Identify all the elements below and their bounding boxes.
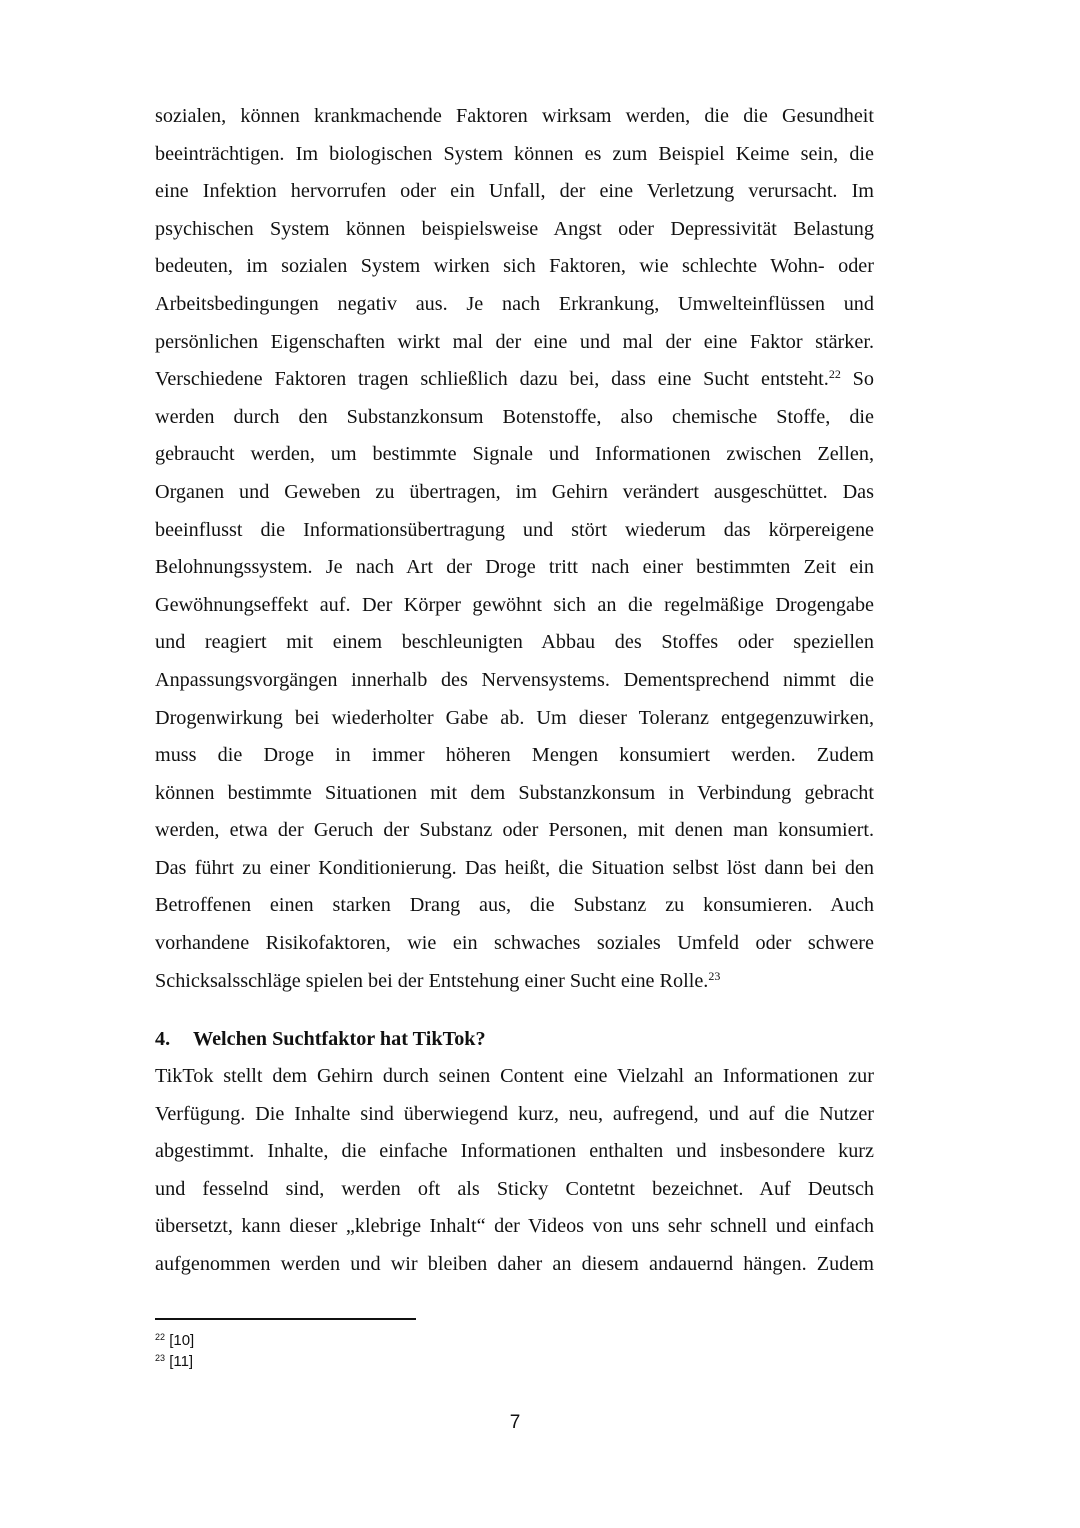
- text-line: abgestimmt. Inhalte, die einfache Informationen enthalten und insbesondere kurz: [155, 1140, 874, 1163]
- footnote-text: [11]: [169, 1353, 194, 1370]
- paragraph-tiktok: [155, 1058, 874, 1284]
- text-line: und fesselnd sind, werden oft als Sticky Contetnt bezeichnet. Auf Deutsch: [155, 1177, 874, 1200]
- text-line: Arbeitsbedingungen negativ aus. Je nach Erkrankung, Umwelteinflüssen und: [155, 292, 874, 315]
- text-line: Verfügung. Die Inhalte sind überwiegend kurz, neu, aufregend, und auf die Nutzer: [155, 1102, 874, 1125]
- text-line: [155, 963, 874, 1001]
- text-line: können bestimmte Situationen mit dem Substanzkonsum in Verbindung gebracht: [155, 781, 874, 804]
- footnote-ref-23[interactable]: 23: [708, 968, 721, 983]
- text-line: persönlichen Eigenschaften wirkt mal der eine und mal der eine Faktor stärker.: [155, 330, 874, 353]
- text-segment: Schicksalsschläge spielen bei der Entstehung einer Sucht eine Rolle.: [155, 969, 709, 992]
- text-line: aufgenommen werden und wir bleiben daher an diesem andauernd hängen. Zudem: [155, 1252, 874, 1275]
- text-segment: So: [852, 368, 874, 391]
- text-line: TikTok stellt dem Gehirn durch seinen Content eine Vielzahl an Informationen zur: [155, 1065, 874, 1087]
- text-line: werden durch den Substanzkonsum Botenstoffe, also chemische Stoffe, die: [155, 405, 874, 428]
- text-line: [155, 361, 874, 399]
- section-heading: [155, 1021, 486, 1059]
- text-line: Organen und Geweben zu übertragen, im Gehirn verändert ausgeschüttet. Das: [155, 480, 874, 503]
- footnote-23: [155, 1352, 193, 1372]
- text-line: Anpassungsvorgängen innerhalb des Nervensystems. Dementsprechend nimmt die: [155, 668, 874, 691]
- text-line: beeinträchtigen. Im biologischen System können es zum Beispiel Keime sein, die: [155, 142, 874, 165]
- footnote-number: 23: [155, 1353, 166, 1363]
- text-line: psychischen System können beispielsweise Angst oder Depressivität Belastung: [155, 217, 874, 240]
- text-line: sozialen, können krankmachende Faktoren wirksam werden, die die Gesundheit: [155, 105, 874, 127]
- text-line: bedeuten, im sozialen System wirken sich Faktoren, wie schlechte Wohn- oder: [155, 255, 874, 278]
- text-line: Betroffenen einen starken Drang aus, die Substanz zu konsumieren. Auch: [155, 894, 874, 917]
- paragraph-suchtentstehung: [155, 98, 874, 1000]
- text-line: gebraucht werden, um bestimmte Signale und Informationen zwischen Zellen,: [155, 443, 874, 466]
- footnote-text: [10]: [169, 1332, 195, 1349]
- text-line: werden, etwa der Geruch der Substanz oder Personen, mit denen man konsumiert.: [155, 819, 874, 842]
- text-line: vorhandene Risikofaktoren, wie ein schwaches soziales Umfeld oder schwere: [155, 932, 874, 955]
- page-number: 7: [509, 1412, 521, 1433]
- text-segment: Verschiedene Faktoren tragen schließlich dazu bei, dass eine Sucht entsteht.: [155, 368, 829, 391]
- footnote-number: 22: [155, 1332, 166, 1342]
- text-line: Drogenwirkung bei wiederholter Gabe ab. Um dieser Toleranz entgegenzuwirken,: [155, 706, 874, 729]
- text-line: beeinflusst die Informationsübertragung und stört wiederum das körpereigene: [155, 518, 874, 541]
- text-line: eine Infektion hervorrufen oder ein Unfall, der eine Verletzung verursacht. Im: [155, 180, 874, 203]
- text-line: Gewöhnungseffekt auf. Der Körper gewöhnt sich an die regelmäßige Drogengabe: [155, 593, 874, 616]
- footnote-22: [155, 1331, 194, 1351]
- section-number: 4.: [155, 1028, 171, 1050]
- footnote-separator: [155, 1318, 416, 1320]
- text-line: übersetzt, kann dieser „klebrige Inhalt“ der Videos von uns sehr schnell und einfach: [155, 1215, 874, 1238]
- text-line: Belohnungssystem. Je nach Art der Droge tritt nach einer bestimmten Zeit ein: [155, 556, 874, 579]
- text-line: Das führt zu einer Konditionierung. Das heißt, die Situation selbst löst dann bei den: [155, 856, 874, 879]
- text-line: und reagiert mit einem beschleunigten Abbau des Stoffes oder speziellen: [155, 631, 874, 654]
- section-title: Welchen Suchtfaktor hat TikTok?: [193, 1028, 486, 1050]
- footnote-ref-22[interactable]: 22: [828, 367, 841, 382]
- text-line: muss die Droge in immer höheren Mengen konsumiert werden. Zudem: [155, 744, 874, 767]
